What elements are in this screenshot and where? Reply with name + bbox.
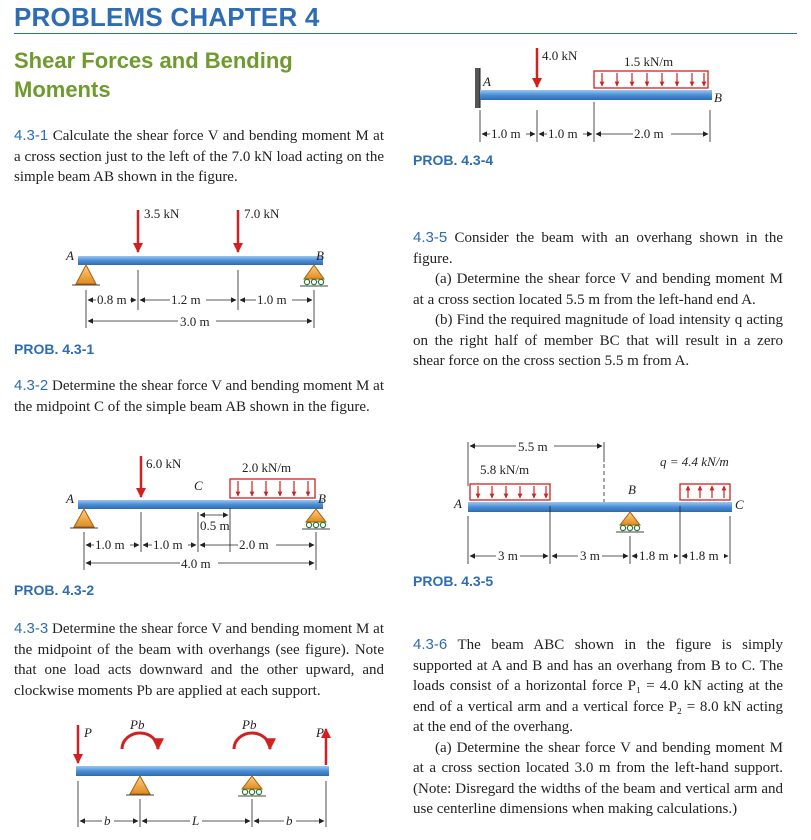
beam [468, 502, 732, 512]
heading-rule [14, 33, 797, 34]
top-dim: 5.5 m [518, 439, 548, 454]
load-label-1: 3.5 kN [144, 206, 180, 221]
load-label-dist: 2.0 kN/m [242, 460, 292, 475]
dim-2: 1.0 m [548, 126, 578, 141]
moment-label-left: Pb [130, 717, 145, 732]
problem-4-3-6 [413, 635, 783, 820]
dim-3: 1.0 m [257, 292, 287, 307]
problem-text: Calculate the shear force V and bending moment M at a cross section just to the left of the 7.0 kN load acting on the simple beam AB shown in the figure. [14, 128, 385, 185]
prob-label-4-3-4: PROB. 4.3-4 [413, 152, 494, 168]
dim-1: 1.0 m [95, 537, 125, 552]
figure-4-3-2 [60, 450, 350, 580]
figure-4-3-4 [470, 46, 750, 146]
load-label-5-8: 5.8 kN/m [480, 462, 530, 477]
dim-3: 2.0 m [634, 126, 664, 141]
load-p-left: P [84, 725, 92, 740]
prob-label-4-3-5: PROB. 4.3-5 [413, 573, 494, 589]
distributed-load [594, 71, 708, 88]
point-a: A [483, 74, 491, 89]
moment-arrow-left [122, 733, 158, 749]
problem-number: 4.3-2 [14, 377, 49, 394]
figure-4-3-3 [60, 715, 350, 840]
problem-4-3-2 [14, 376, 384, 417]
problem-number: 4.3-5 [413, 229, 448, 246]
dim-3: 2.0 m [239, 537, 269, 552]
load-label-q: q = 4.4 kN/m [660, 454, 729, 469]
load-label-2: 7.0 kN [244, 206, 280, 221]
beam [76, 766, 329, 776]
moment-label-right: Pb [242, 717, 257, 732]
problem-number: 4.3-6 [413, 636, 448, 653]
point-a: A [66, 491, 74, 506]
moment-arrow-right [234, 733, 270, 749]
dim-small: 0.5 m [200, 518, 230, 533]
pin-support [130, 776, 150, 794]
dim-b-left: b [104, 813, 111, 828]
roller-support [620, 512, 640, 525]
problem-number: 4.3-3 [14, 620, 49, 637]
roller-support [306, 509, 326, 522]
point-b: B [714, 90, 722, 105]
distributed-load [230, 479, 315, 498]
dim-3: 1.8 m [639, 548, 669, 563]
figure-4-3-5 [448, 436, 748, 576]
beam [78, 256, 323, 265]
problem-4-3-1 [14, 126, 384, 188]
dim-2: 3 m [580, 548, 600, 563]
roller-support [242, 776, 262, 789]
dim-total: 3.0 m [180, 314, 210, 329]
dim-1: 3 m [498, 548, 518, 563]
point-b: B [318, 491, 326, 506]
beam [480, 90, 712, 100]
dim-4: 1.8 m [689, 548, 719, 563]
section-title: Shear Forces and Bending Moments [14, 48, 293, 102]
point-a: A [66, 248, 74, 263]
point-b: B [628, 482, 636, 497]
dim-1: 0.8 m [97, 292, 127, 307]
figure-4-3-1 [60, 200, 350, 340]
problem-4-3-5 [413, 228, 783, 372]
problem-4-3-3 [14, 619, 384, 701]
pin-support [76, 265, 96, 284]
problem-part-b: (b) Find the required magnitude of load intensity q acting on the right half of member BC that will result in a zero shear force on the cross section 5.5 m from A. [413, 312, 783, 369]
wall [475, 68, 480, 108]
problem-number: 4.3-1 [14, 127, 49, 144]
problem-intro: Consider the beam with an overhang shown in the figure. [413, 230, 783, 267]
dim-l: L [192, 813, 200, 828]
point-b: B [316, 248, 324, 263]
distributed-load-left [470, 484, 550, 500]
load-label-6kn: 6.0 kN [146, 456, 182, 471]
load-p-right: P [316, 725, 324, 740]
problem-text: Determine the shear force V and bending moment M at the midpoint of the beam with overhangs (see figure). Note that one load acts downward and the other upward, and clockwise moments Pb are applied at each support. [14, 621, 384, 699]
roller-support [304, 265, 324, 279]
dim-2: 1.2 m [171, 292, 201, 307]
problem-part-a: (a) Determine the shear force V and bending moment M at a cross section located 5.5 m from the left-hand end A. [413, 271, 783, 308]
dim-total: 4.0 m [181, 556, 211, 571]
pin-support [74, 509, 94, 527]
point-c: C [194, 478, 203, 493]
beam [78, 500, 323, 509]
problem-text: Determine the shear force V and bending moment M at the midpoint C of the simple beam AB shown in the figure. [14, 378, 384, 415]
dim-b-right: b [286, 813, 293, 828]
prob-label-4-3-2: PROB. 4.3-2 [14, 582, 95, 598]
point-a: A [454, 496, 462, 511]
problem-part-a: (a) Determine the shear force V and bending moment M at a cross section located 3.0 m from the left-hand support. (Note: Disregard the widths of the beam and vertical arm and use centerline dimensions when making calculations.) [413, 739, 783, 817]
prob-label-4-3-1: PROB. 4.3-1 [14, 341, 95, 357]
problem-text: The beam ABC shown in the figure is simply supported at A and B and has an overhang from B to C. The loads consist of a horizontal force P₁ = 4.0 kN acting at the end of a vertical arm and a vertical force P₂ = 8.0 kN acting at the end of the overhang. [413, 637, 784, 735]
chapter-title: PROBLEMS CHAPTER 4 [14, 2, 320, 32]
load-label-dist: 1.5 kN/m [624, 54, 674, 69]
dim-2: 1.0 m [153, 537, 183, 552]
point-c: C [735, 497, 744, 512]
load-label-4kn: 4.0 kN [542, 48, 578, 63]
dim-1: 1.0 m [491, 126, 521, 141]
